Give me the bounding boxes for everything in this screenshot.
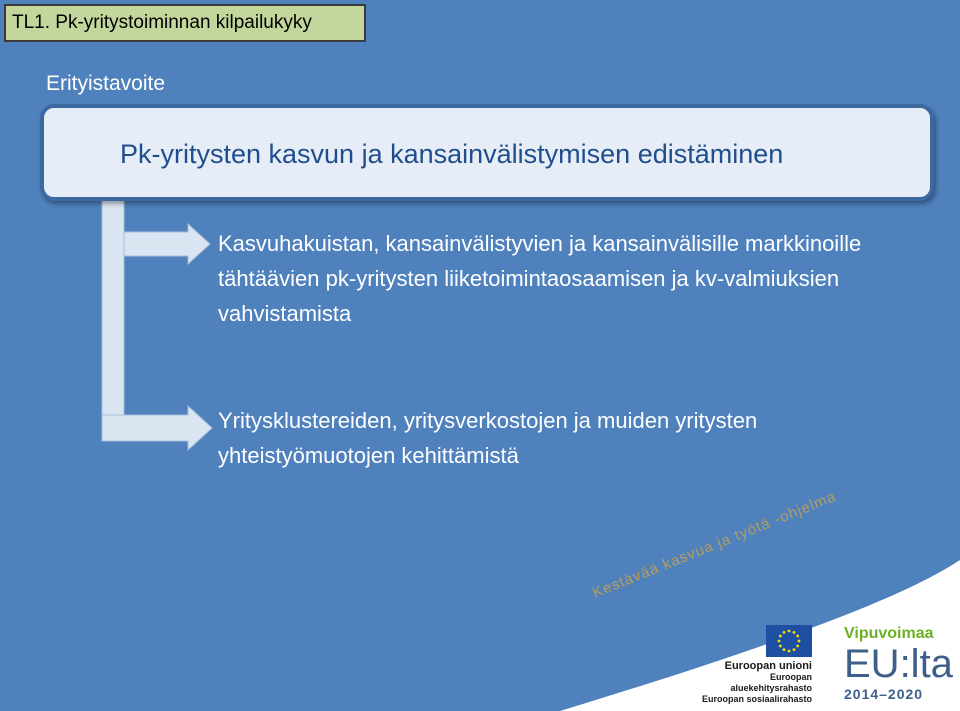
vipuvoimaa-title: Vipuvoimaa (844, 625, 934, 642)
slide-tag: TL1. Pk-yritystoiminnan kilpailukyky (4, 4, 366, 42)
eu-logo-line: Euroopan sosiaalirahasto (701, 694, 812, 704)
vipuvoimaa-years: 2014–2020 (844, 686, 924, 702)
list-item: Yritysklustereiden, yritysverkostojen ja muiden yritysten yhteistyömuotojen kehittämistä (218, 408, 758, 468)
vipuvoimaa-logo (826, 625, 956, 705)
list-item: Kasvuhakuistan, kansainvälistyvien ja kansainvälisille markkinoille tähtäävien pk-yritysten liiketoimintaosaamisen ja kv-valmiuksien vahvistamista (218, 231, 862, 326)
goal-title: Pk-yritysten kasvun ja kansainvälistymisen edistäminen (120, 139, 784, 169)
eu-logo-text (700, 660, 812, 705)
eu-logo-line: Euroopan unioni (724, 660, 812, 672)
section-subtitle: Erityistavoite (46, 72, 166, 95)
program-watermark: Kestävää kasvua ja työtä -ohjelma (590, 488, 839, 602)
vipuvoimaa-brand: EU:lta (844, 642, 953, 686)
eu-flag-icon (766, 625, 812, 657)
eu-logo-line: Euroopan aluekehitysrahasto (730, 672, 812, 693)
